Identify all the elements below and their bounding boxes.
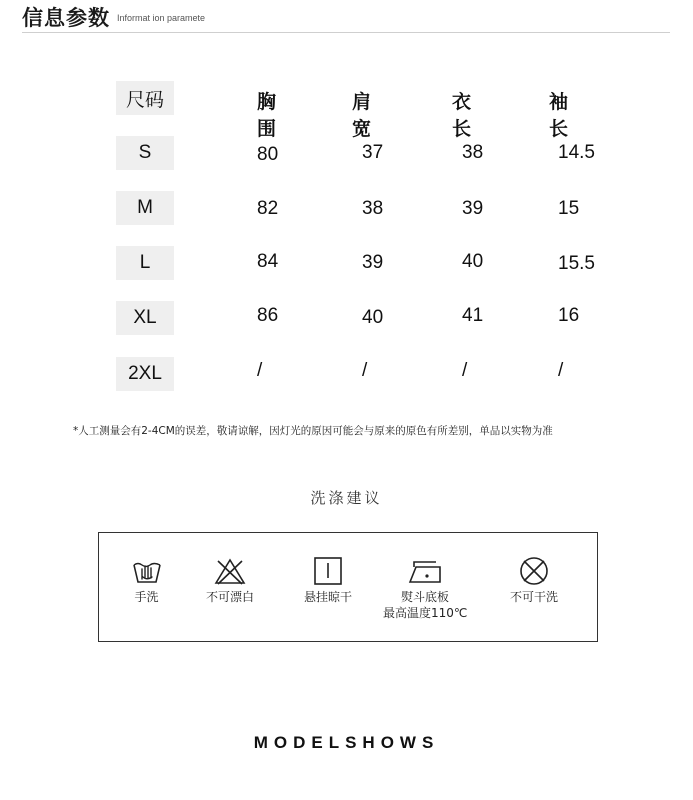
no-bleach-icon xyxy=(212,555,248,587)
section-header xyxy=(22,0,670,33)
care-item-hand-wash xyxy=(119,555,174,605)
care-item-no-bleach xyxy=(199,555,261,605)
size-cell-2xl: 2XL xyxy=(116,357,174,391)
care-label: 手洗 xyxy=(134,590,159,604)
shoulder-cell: 37 xyxy=(362,142,384,163)
care-item-iron xyxy=(383,555,467,621)
measurement-note: *人工测量会有2-4CM的误差，敬请谅解，因灯光的原因可能会与原来的原色有所差别，单品以实物为准 xyxy=(73,425,553,437)
size-cell-s: S xyxy=(116,136,174,170)
size-cell-xl: XL xyxy=(116,301,174,335)
shoulder-cell: 39 xyxy=(362,252,384,273)
sleeve-cell: 15 xyxy=(558,198,580,219)
size-cell-m: M xyxy=(116,191,174,225)
care-item-hang-dry xyxy=(295,555,361,605)
shoulder-cell: / xyxy=(362,360,368,381)
length-cell: 40 xyxy=(462,251,484,272)
header-title: 信息参数 xyxy=(22,6,110,30)
length-cell: / xyxy=(462,360,468,381)
column-header-length: 衣长 xyxy=(452,92,472,140)
length-cell: 39 xyxy=(462,198,484,219)
shoulder-cell: 38 xyxy=(362,198,384,219)
column-header-sleeve: 袖长 xyxy=(549,92,569,140)
hand-wash-icon xyxy=(130,555,164,587)
care-label: 不可漂白 xyxy=(205,590,254,604)
hang-dry-icon xyxy=(311,555,345,587)
chest-cell: 80 xyxy=(257,144,279,165)
length-cell: 41 xyxy=(462,305,484,326)
sleeve-cell: 14.5 xyxy=(558,142,595,163)
model-shows-title: MODELSHOWS xyxy=(253,733,440,752)
care-title: 洗涤建议 xyxy=(310,489,383,507)
header-subtitle: Informat ion paramete xyxy=(117,13,206,23)
chest-cell: / xyxy=(257,360,263,381)
care-item-no-dry-clean xyxy=(501,555,567,605)
chest-cell: 86 xyxy=(257,305,279,326)
length-cell: 38 xyxy=(462,142,484,163)
sleeve-cell: / xyxy=(558,360,564,381)
iron-icon xyxy=(406,555,444,587)
sleeve-cell: 16 xyxy=(558,305,580,326)
column-header-chest: 胸围 xyxy=(257,92,277,140)
size-cell-l: L xyxy=(116,246,174,280)
care-instructions-box xyxy=(98,532,598,642)
chest-cell: 82 xyxy=(257,198,279,219)
care-label: 悬挂晾干 xyxy=(303,590,352,604)
shoulder-cell: 40 xyxy=(362,307,384,328)
column-header-shoulder: 肩宽 xyxy=(352,92,372,140)
chest-cell: 84 xyxy=(257,251,279,272)
column-header-size: 尺码 xyxy=(116,81,174,115)
sleeve-cell: 15.5 xyxy=(558,253,595,274)
care-label: 熨斗底板 xyxy=(400,590,449,604)
care-label: 不可干洗 xyxy=(509,590,558,604)
no-dry-clean-icon xyxy=(517,555,551,587)
care-label-secondary: 最高温度110℃ xyxy=(383,606,468,620)
